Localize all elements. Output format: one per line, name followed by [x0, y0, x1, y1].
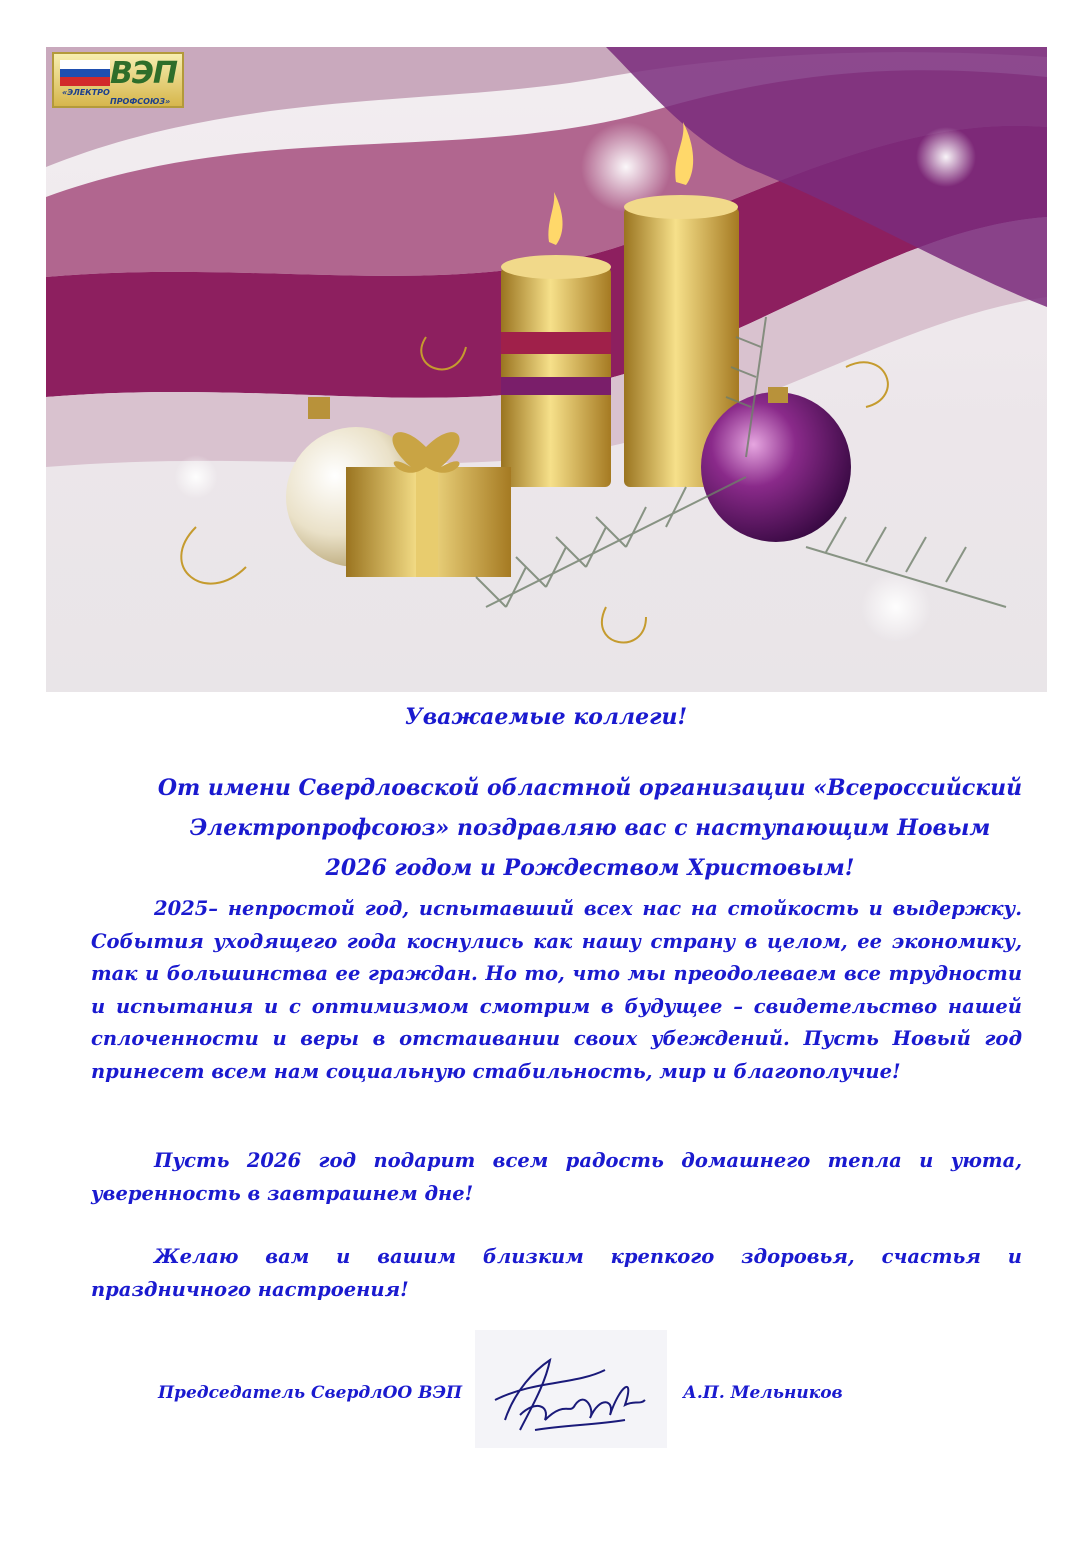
signer-name: А.П. Мельников	[683, 1383, 843, 1403]
intro-line: 2026 годом и Рождеством Христовым!	[325, 855, 855, 881]
christmas-banner-image	[46, 47, 1047, 692]
intro-line: От имени Свердловской областной организации «Всероссийский	[157, 775, 1023, 801]
paragraph-year-summary: 2025– непростой год, испытавший всех нас на стойкость и выдержку. События уходящего года коснулись как нашу страну в целом, ее экономику, так и большинства ее граждан. Но то, что мы преодолеваем все трудности и испытания и с оптимизмом смотрим в будущее – свидетельство нашей сплоченности и веры в отстаивании своих убеждений. Пусть Новый год принесет всем нам социальную стабильность, мир и благополучие!	[91, 897, 1022, 1083]
paragraph-wish-health: Желаю вам и вашим близким крепкого здоровья, счастья и праздничного настроения!	[91, 1245, 1022, 1301]
logo-abbr: ВЭП	[110, 56, 177, 91]
russian-flag-icon	[60, 60, 110, 86]
union-logo	[52, 52, 184, 108]
intro-text	[150, 768, 1030, 888]
paragraph-wish-2026: Пусть 2026 год подарит всем радость домашнего тепла и уюта, уверенность в завтрашнем дне!	[91, 1149, 1022, 1205]
logo-line2: ПРОФСОЮЗ»	[110, 97, 171, 106]
intro-line: Электропрофсоюз» поздравляю вас с наступающим Новым	[189, 815, 991, 841]
logo-line1: «ЭЛЕКТРО	[62, 88, 110, 97]
signer-title: Председатель СвердлОО ВЭП	[158, 1383, 463, 1403]
handwritten-signature	[475, 1330, 667, 1448]
banner-illustration	[46, 47, 1047, 692]
greeting: Уважаемые коллеги!	[404, 704, 688, 730]
